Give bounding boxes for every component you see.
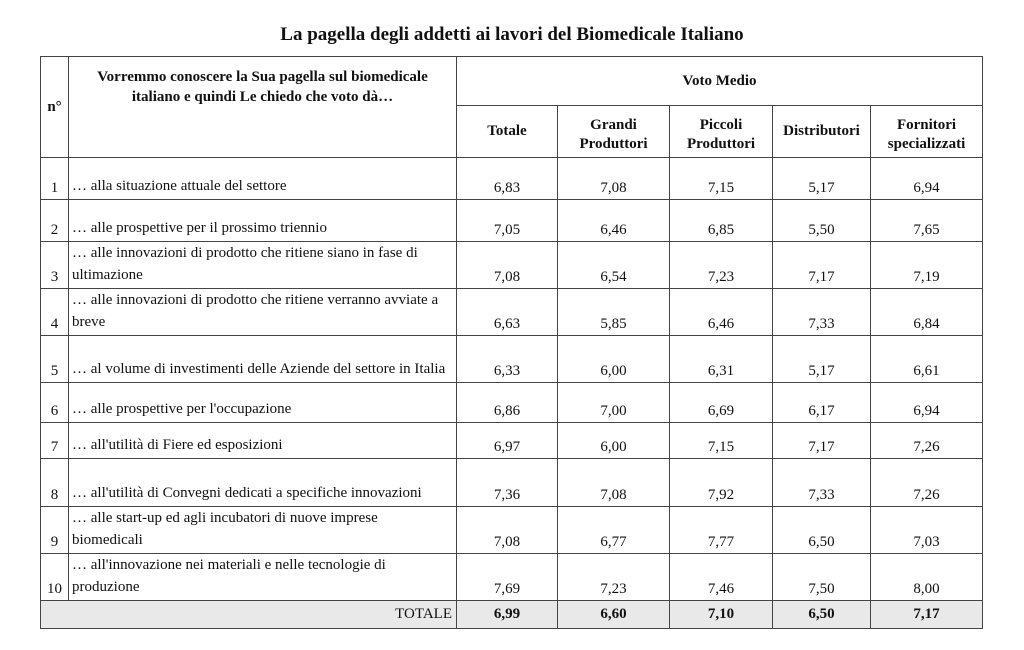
value-totale: 6,63 [457, 289, 558, 336]
value-grandi-produttori: 6,00 [558, 423, 670, 459]
value-piccoli-produttori: 6,31 [670, 336, 773, 383]
value-grandi-produttori: 7,08 [558, 459, 670, 507]
value-fornitori-specializzati: 6,94 [871, 383, 983, 423]
value-totale: 7,36 [457, 459, 558, 507]
value-fornitori-specializzati: 6,61 [871, 336, 983, 383]
value-totale: 7,69 [457, 554, 558, 601]
value-fornitori-specializzati: 7,19 [871, 242, 983, 289]
value-grandi-produttori: 6,77 [558, 507, 670, 554]
row-question: … alle start-up ed agli incubatori di nuove imprese biomedicali [69, 507, 457, 554]
value-piccoli-produttori: 6,69 [670, 383, 773, 423]
value-distributori: 7,17 [773, 242, 871, 289]
row-number: 10 [41, 554, 69, 601]
value-totale: 7,08 [457, 242, 558, 289]
header-voto-medio: Voto Medio [457, 57, 983, 106]
row-number: 7 [41, 423, 69, 459]
row-question: … alle innovazioni di prodotto che ritiene siano in fase di ultimazione [69, 242, 457, 289]
value-piccoli-produttori: 6,46 [670, 289, 773, 336]
value-distributori: 7,50 [773, 554, 871, 601]
value-piccoli-produttori: 6,85 [670, 200, 773, 242]
value-totale: 7,05 [457, 200, 558, 242]
value-piccoli-produttori: 7,23 [670, 242, 773, 289]
row-question: … alle prospettive per il prossimo triennio [69, 200, 457, 242]
table-row [41, 423, 983, 459]
value-fornitori-specializzati: 7,26 [871, 459, 983, 507]
value-totale: 6,86 [457, 383, 558, 423]
value-distributori: 5,17 [773, 336, 871, 383]
header-question: Vorremmo conoscere la Sua pagella sul biomedicale italiano e quindi Le chiedo che voto dà… [69, 57, 457, 158]
value-piccoli-produttori: 7,92 [670, 459, 773, 507]
row-question: … alla situazione attuale del settore [69, 158, 457, 200]
row-number: 1 [41, 158, 69, 200]
value-piccoli-produttori: 7,15 [670, 423, 773, 459]
header-grandi-produttori: Grandi Produttori [558, 106, 670, 158]
header-distributori: Distributori [773, 106, 871, 158]
header-piccoli-produttori: Piccoli Produttori [670, 106, 773, 158]
value-grandi-produttori: 5,85 [558, 289, 670, 336]
total-totale: 6,99 [457, 601, 558, 629]
row-question: … alle innovazioni di prodotto che ritiene verranno avviate a breve [69, 289, 457, 336]
row-question: … all'innovazione nei materiali e nelle tecnologie di produzione [69, 554, 457, 601]
total-piccoli-produttori: 7,10 [670, 601, 773, 629]
table-row [41, 289, 983, 336]
value-fornitori-specializzati: 8,00 [871, 554, 983, 601]
value-fornitori-specializzati: 6,84 [871, 289, 983, 336]
table-row [41, 383, 983, 423]
value-fornitori-specializzati: 7,65 [871, 200, 983, 242]
table-row [41, 242, 983, 289]
value-fornitori-specializzati: 7,03 [871, 507, 983, 554]
row-number: 4 [41, 289, 69, 336]
value-distributori: 7,33 [773, 459, 871, 507]
header-fornitori-specializzati: Fornitori specializzati [871, 106, 983, 158]
value-grandi-produttori: 7,08 [558, 158, 670, 200]
row-number: 8 [41, 459, 69, 507]
total-fornitori-specializzati: 7,17 [871, 601, 983, 629]
table-row [41, 158, 983, 200]
value-grandi-produttori: 7,00 [558, 383, 670, 423]
total-grandi-produttori: 6,60 [558, 601, 670, 629]
value-totale: 6,97 [457, 423, 558, 459]
table-row [41, 554, 983, 601]
table-title: La pagella degli addetti ai lavori del Biomedicale Italiano [280, 24, 744, 45]
value-grandi-produttori: 6,00 [558, 336, 670, 383]
value-grandi-produttori: 6,46 [558, 200, 670, 242]
value-totale: 6,33 [457, 336, 558, 383]
value-grandi-produttori: 7,23 [558, 554, 670, 601]
row-number: 3 [41, 242, 69, 289]
value-grandi-produttori: 6,54 [558, 242, 670, 289]
value-distributori: 5,17 [773, 158, 871, 200]
row-number: 9 [41, 507, 69, 554]
value-distributori: 5,50 [773, 200, 871, 242]
value-fornitori-specializzati: 6,94 [871, 158, 983, 200]
value-distributori: 7,33 [773, 289, 871, 336]
value-distributori: 6,17 [773, 383, 871, 423]
row-number: 5 [41, 336, 69, 383]
table-row [41, 336, 983, 383]
table-row [41, 200, 983, 242]
row-question: … al volume di investimenti delle Aziende del settore in Italia [69, 336, 457, 383]
total-label: TOTALE [41, 601, 457, 629]
row-question: … all'utilità di Convegni dedicati a specifiche innovazioni [69, 459, 457, 507]
report-card-table [40, 56, 983, 629]
row-question: … alle prospettive per l'occupazione [69, 383, 457, 423]
value-distributori: 6,50 [773, 507, 871, 554]
table-row [41, 507, 983, 554]
header-totale: Totale [457, 106, 558, 158]
value-fornitori-specializzati: 7,26 [871, 423, 983, 459]
value-totale: 7,08 [457, 507, 558, 554]
table-row [41, 459, 983, 507]
total-distributori: 6,50 [773, 601, 871, 629]
value-piccoli-produttori: 7,15 [670, 158, 773, 200]
total-row [41, 601, 983, 629]
value-piccoli-produttori: 7,77 [670, 507, 773, 554]
value-distributori: 7,17 [773, 423, 871, 459]
value-totale: 6,83 [457, 158, 558, 200]
row-number: 2 [41, 200, 69, 242]
row-question: … all'utilità di Fiere ed esposizioni [69, 423, 457, 459]
header-number: n° [41, 57, 69, 158]
row-number: 6 [41, 383, 69, 423]
value-piccoli-produttori: 7,46 [670, 554, 773, 601]
